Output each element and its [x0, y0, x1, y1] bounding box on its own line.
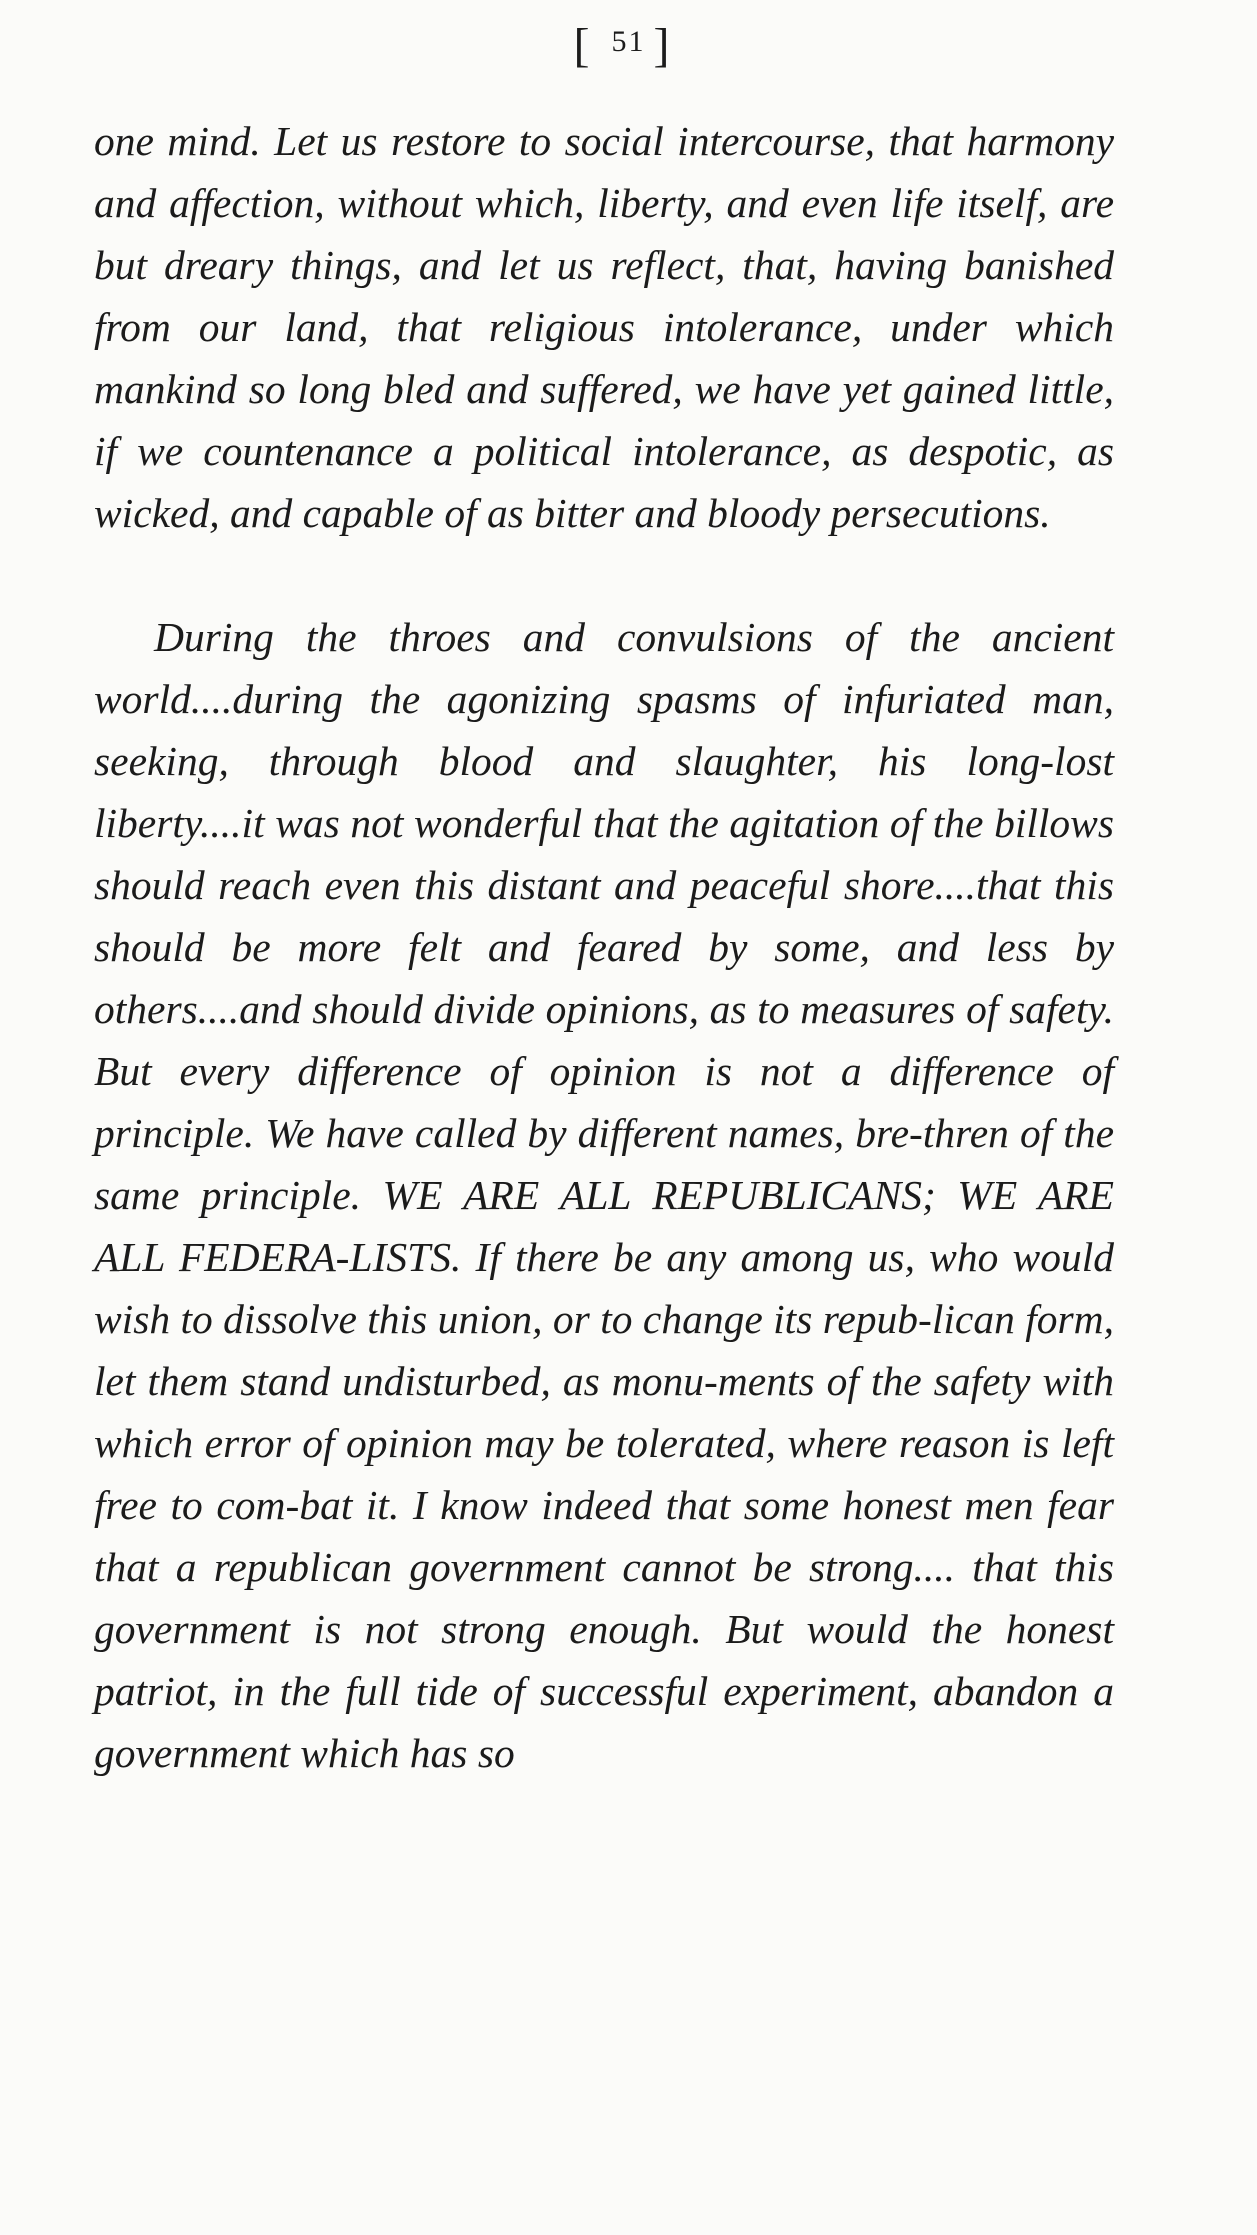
- paragraph-1: one mind. Let us restore to social intercourse, that harmony and affection, without which, liberty, and even life itself, are but dreary things, and let us reflect, that, having banished from our land, that religious intolerance, under which mankind so long bled and suffered, we have yet gained little, if we countenance a political intolerance, as despotic, as wicked, and capable of as bitter and bloody persecutions.: [94, 118, 1114, 536]
- bracket-left: [: [573, 19, 604, 72]
- body-text: [94, 110, 1114, 1784]
- bracket-right: ]: [653, 19, 684, 72]
- paragraph-2: During the throes and convulsions of the ancient world....during the agonizing spasms of infuriated man, seeking, through blood and slaughter, his long-lost liberty....it was not wonderful that the agitation of the billows should reach even this distant and peaceful shore....that this should be more felt and feared by some, and less by others....and should divide opinions, as to measures of safety. But every difference of opinion is not a difference of principle. We have called by different names, bre-thren of the same principle. WE ARE ALL REPUBLICANS; WE ARE ALL FEDERA-LISTS. If there be any among us, who would wish to dissolve this union, or to change its repub-lican form, let them stand undisturbed, as monu-ments of the safety with which error of opinion may be tolerated, where reason is left free to com-bat it. I know indeed that some honest men fear that a republican government cannot be strong.... that this government is not strong enough. But would the honest patriot, in the full tide of successful experiment, abandon a government which has so: [94, 614, 1114, 1776]
- page-number-value: 51: [611, 25, 646, 58]
- page-number: [0, 18, 1257, 73]
